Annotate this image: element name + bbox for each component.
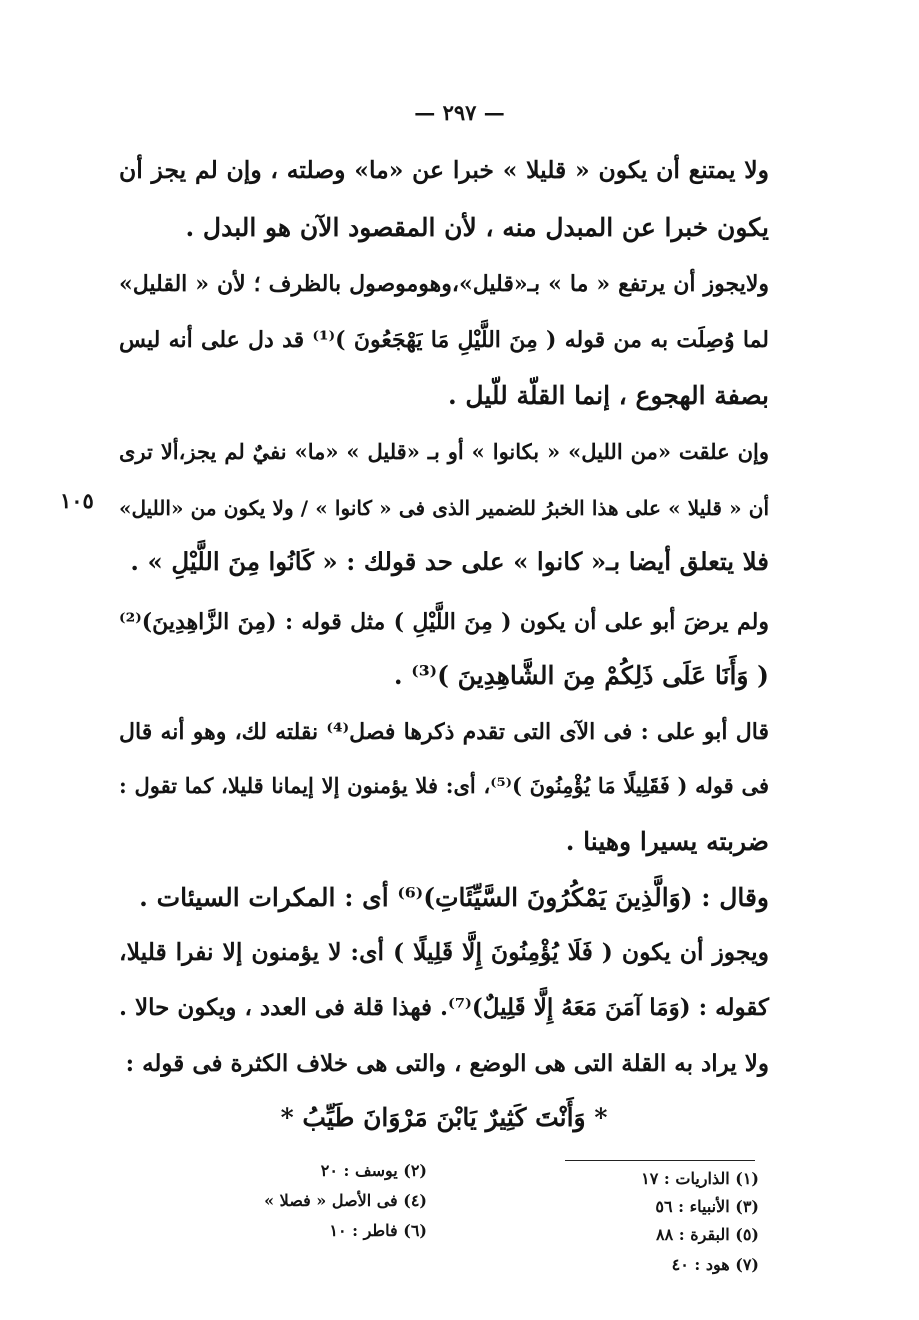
page-number: — ٢٩٧ — [414, 100, 505, 125]
footnote-separator [565, 1160, 755, 1161]
verse-line: * وَأَنْتَ كَثِيرٌ يَابْنَ مَرْوَانَ طَيِّبُ * [280, 1103, 608, 1132]
text-line: ( وَأَنَا عَلَى ذَلِكُمْ مِنَ الشَّاهِدِينَ )⁽³⁾ . [393, 661, 769, 690]
text-line: بصفة الهجوع ، إنما القلّة للّيل . [448, 381, 769, 410]
text-line: ولايجوز أن يرتفع « ما » بـ«قليل»،وهوموصول بالظرف ؛ لأن « القليل» [119, 271, 769, 297]
text-line: ولا يمتنع أن يكون « قليلا » خبرا عن «ما» وصلته ، وإن لم يجز أن [119, 156, 769, 184]
footnote: (٥) البقرة : ٨٨ [656, 1225, 759, 1244]
footnote: (٢) يوسف : ٢٠ [320, 1161, 427, 1180]
text-line: أن « قليلا » على هذا الخبرُ للضمير الذى فى « كانوا » / ولا يكون من «الليل» [119, 496, 769, 520]
text-line: ولم يرضَ أبو على أن يكون ( مِنَ اللَّيْلِ ) مثل قوله : (مِنَ الزَّاهِدِينَ)⁽²⁾ [119, 609, 769, 635]
text-line: فى قوله ( فَقَلِيلًا مَا يُؤْمِنُونَ )⁽⁵⁾، أى: فلا يؤمنون إلا إيمانا قليلا، كما تقول : [119, 773, 769, 798]
margin-reference-number: ١٠٥ [60, 488, 94, 513]
text-line: ويجوز أن يكون ( فَلَا يُؤْمِنُونَ إِلَّا قَلِيلًا ) أى: لا يؤمنون إلا نفرا قليلا، [119, 938, 769, 966]
text-line: وإن علقت «من الليل» « بكانوا » أو بـ «قليل » «ما» نفيٌ لم يجز،ألا ترى [119, 439, 769, 464]
footnote: (٧) هود : ٤٠ [671, 1255, 759, 1274]
text-line: ضربته يسيرا وهينا . [565, 827, 769, 856]
text-line: قال أبو على : فى الآى التى تقدم ذكرها فصل⁽⁴⁾ نقلته لك، وهو أنه قال [119, 719, 769, 745]
footnote: (١) الذاريات : ١٧ [641, 1169, 759, 1188]
footnote: (٤) فى الأصل « فصلا » [264, 1191, 427, 1210]
footnote: (٦) فاطر : ١٠ [329, 1221, 427, 1240]
text-line: وقال : (وَالَّذِينَ يَمْكُرُونَ السَّيِّئَاتِ)⁽⁶⁾ أى : المكرات السيئات . [139, 883, 769, 912]
text-line: كقوله : (وَمَا آمَنَ مَعَهُ إِلَّا قَلِيلٌ)⁽⁷⁾. فهذا قلة فى العدد ، ويكون حالا . [119, 994, 769, 1021]
text-line: ولا يراد به القلة التى هى الوضع ، والتى هى خلاف الكثرة فى قوله : [125, 1050, 769, 1077]
text-line: يكون خبرا عن المبدل منه ، لأن المقصود الآن هو البدل . [185, 213, 769, 242]
text-line: لما وُصِلَت به من قوله ( مِنَ اللَّيْلِ مَا يَهْجَعُونَ )⁽¹⁾ قد دل على أنه ليس [119, 327, 769, 353]
text-line: فلا يتعلق أيضا بـ« كانوا » على حد قولك : « كَانُوا مِنَ اللَّيْلِ » . [130, 547, 769, 576]
footnote: (٣) الأنبياء : ٥٦ [655, 1197, 759, 1216]
